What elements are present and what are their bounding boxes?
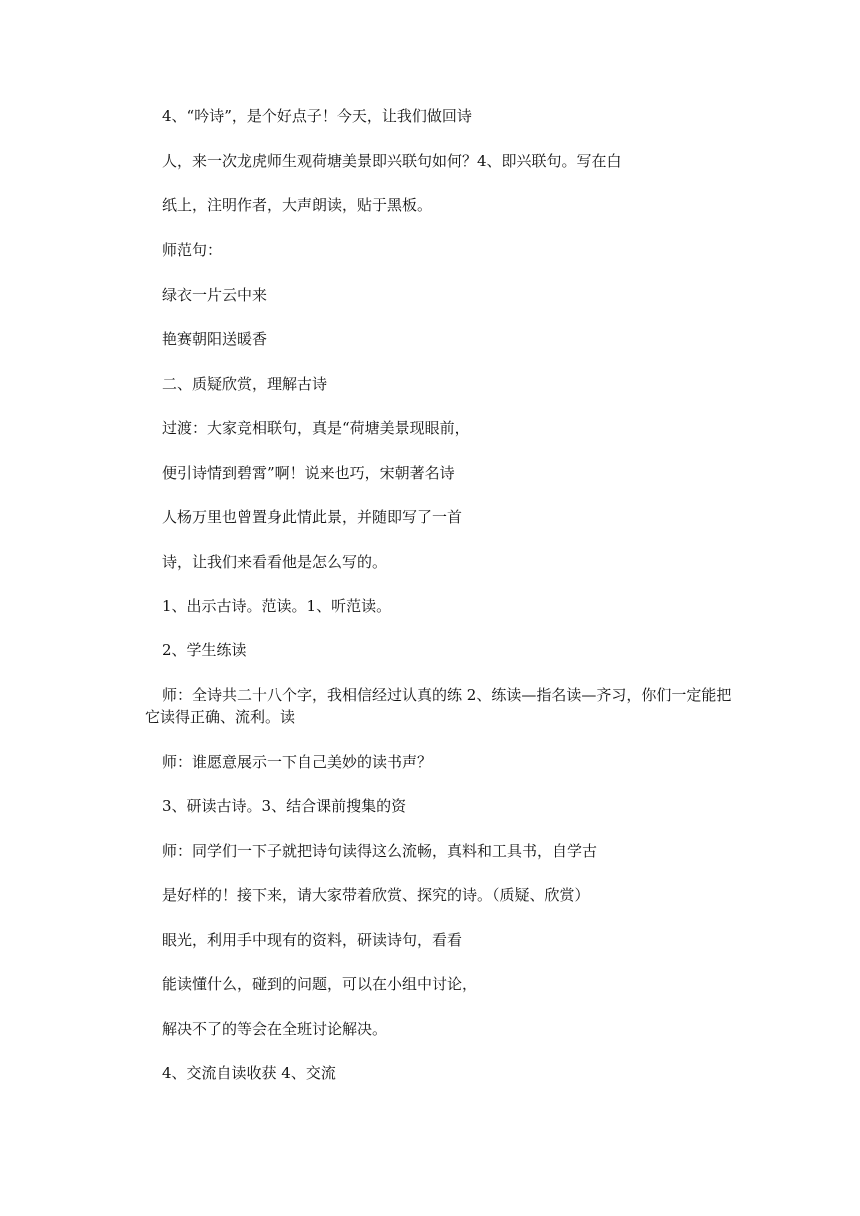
text-line-20: 眼光，利用手中现有的资料，研读诗句，看看 [162, 931, 463, 949]
text-line-4: 师范句： [162, 241, 223, 259]
section-heading: 二、质疑欣赏，理解古诗 [162, 375, 328, 393]
text-line-5: 绿衣一片云中来 [162, 286, 268, 304]
text-line-2: 人，来一次龙虎师生观荷塘美景即兴联句如何？4、即兴联句。写在白 [162, 152, 622, 170]
text-line-19: 是好样的！接下来，请大家带着欣赏、探究的诗。（质疑、欣赏） [162, 886, 590, 904]
text-line-15: 它读得正确、流利。读 [145, 708, 296, 726]
text-line-12: 1、出示古诗。范读。1、听范读。 [162, 597, 392, 615]
text-line-18: 师：同学们一下子就把诗句读得这么流畅，真料和工具书，自学古 [162, 842, 598, 860]
text-line-13: 2、学生练读 [162, 641, 247, 659]
text-line-1: 4、“吟诗”，是个好点子！今天，让我们做回诗 [162, 107, 472, 125]
text-line-14: 师：全诗共二十八个字，我相信经过认真的练 2、练读—指名读—齐习，你们一定能把 [162, 686, 732, 704]
text-line-3: 纸上，注明作者，大声朗读，贴于黑板。 [162, 196, 433, 214]
text-line-6: 艳赛朝阳送暖香 [162, 330, 268, 348]
text-line-23: 4、交流自读收获 4、交流 [162, 1064, 336, 1082]
text-line-17: 3、研读古诗。3、结合课前搜集的资 [162, 797, 407, 815]
text-line-10: 人杨万里也曾置身此情此景，并随即写了一首 [162, 508, 463, 526]
text-line-22: 解决不了的等会在全班讨论解决。 [162, 1020, 388, 1038]
text-line-21: 能读懂什么，碰到的问题，可以在小组中讨论， [162, 975, 478, 993]
text-line-11: 诗，让我们来看看他是怎么写的。 [162, 553, 388, 571]
text-line-8: 过渡：大家竞相联句，真是“荷塘美景现眼前， [162, 419, 470, 437]
text-line-9: 便引诗情到碧霄”啊！说来也巧，宋朝著名诗 [162, 464, 455, 482]
text-line-16: 师：谁愿意展示一下自己美妙的读书声？ [162, 753, 433, 771]
